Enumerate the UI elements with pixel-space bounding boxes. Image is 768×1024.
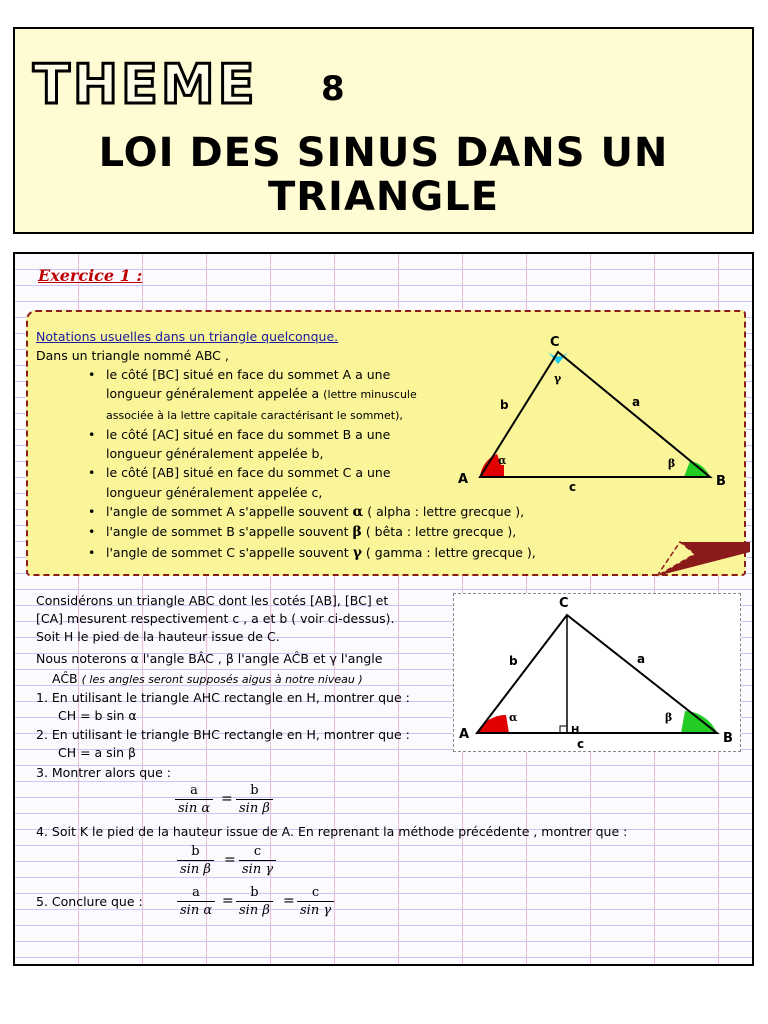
page-title <box>15 131 752 219</box>
side-label-a: a <box>632 395 641 409</box>
question-5: 5. Conclure que : <box>36 894 143 909</box>
paragraph-line: Nous noterons α l'angle BÂC , β l'angle AĈB et γ l'angle <box>36 651 383 666</box>
paragraph-line: Soit H le pied de la hauteur issue de C. <box>36 629 280 644</box>
page-fold-icon <box>655 540 750 580</box>
vertex-label-B: B <box>723 731 733 746</box>
side-label-b: b <box>500 398 509 412</box>
side-label-a: a <box>637 652 646 666</box>
question-1: 1. En utilisant le triangle AHC rectangle en H, montrer que : <box>36 690 410 705</box>
paragraph-line: [CA] mesurent respectivement c , a et b ( voir ci-dessus). <box>36 611 395 626</box>
triangle-figure-height <box>453 593 741 752</box>
question-3: 3. Montrer alors que : <box>36 765 171 780</box>
paragraph-line: AĈB ( les angles seront supposés aigus à notre niveau ) <box>52 671 363 686</box>
fraction: $\frac{b}{\text{sin β}}$ <box>236 884 273 919</box>
angle-label-beta: β <box>668 457 676 470</box>
exercise-title: Exercice 1 : <box>38 266 143 285</box>
list-item: • l'angle de sommet C s'appelle souvent γ ( gamma : lettre grecque ), <box>88 543 536 563</box>
fraction: $\frac{c}{\text{sin γ}}$ <box>297 884 334 919</box>
question-2-equation: CH = a sin β <box>58 745 137 760</box>
list-item: • le côté [BC] situé en face du sommet A a une longueur généralement appelée a (lettre minuscule associée à la lettre capitale caractérisant le sommet), <box>88 365 536 425</box>
notation-intro: Dans un triangle nommé ABC , <box>36 348 229 363</box>
title-line-2: TRIANGLE <box>267 174 500 220</box>
list-item: • l'angle de sommet A s'appelle souvent α ( alpha : lettre grecque ), <box>88 502 536 522</box>
paragraph-line: Considérons un triangle ABC dont les cotés [AB], [BC] et <box>36 593 389 608</box>
angle-label-alpha: α <box>498 454 507 467</box>
triangle-figure-notations <box>444 334 739 496</box>
theme-word: THEME <box>33 53 258 116</box>
angle-label-beta: β <box>665 711 673 724</box>
equals-sign: = <box>224 852 236 868</box>
equals-sign: = <box>222 893 234 909</box>
angle-label-alpha: α <box>509 711 518 724</box>
fraction: $\frac{c}{\text{sin γ}}$ <box>239 843 276 878</box>
vertex-label-A: A <box>459 727 470 742</box>
side-label-b: b <box>509 654 518 668</box>
fraction: $\frac{b}{\text{sin β}}$ <box>236 782 273 817</box>
list-item: • l'angle de sommet B s'appelle souvent β ( bêta : lettre grecque ), <box>88 522 536 542</box>
vertex-label-C: C <box>559 596 569 611</box>
side-label-c: c <box>577 737 585 751</box>
equals-sign: = <box>221 791 233 807</box>
vertex-label-A: A <box>458 472 469 487</box>
angle-label-gamma: γ <box>554 372 562 385</box>
right-angle-mark <box>560 726 567 733</box>
fraction: $\frac{b}{\text{sin β}}$ <box>177 843 214 878</box>
equals-sign: = <box>283 893 295 909</box>
list-item: • le côté [AB] situé en face du sommet C a une longueur généralement appelée c, <box>88 463 536 502</box>
angle-marker-A <box>477 715 509 733</box>
side-label-c: c <box>569 480 577 494</box>
vertex-label-B: B <box>716 474 726 489</box>
notation-heading: Notations usuelles dans un triangle quelconque. <box>36 329 339 344</box>
question-2: 2. En utilisant le triangle BHC rectangle en H, montrer que : <box>36 727 410 742</box>
triangle-outline <box>480 352 710 477</box>
list-item: • le côté [AC] situé en face du sommet B a une longueur généralement appelée b, <box>88 425 536 464</box>
theme-number: 8 <box>321 69 345 109</box>
vertex-label-H: H <box>571 725 580 736</box>
title-banner <box>13 27 754 234</box>
fraction: $\frac{a}{\text{sin α}}$ <box>175 782 213 817</box>
fraction: $\frac{a}{\text{sin α}}$ <box>177 884 215 919</box>
question-4: 4. Soit K le pied de la hauteur issue de A. En reprenant la méthode précédente , montrer que : <box>36 824 628 839</box>
vertex-label-C: C <box>550 335 560 350</box>
title-line-1: LOI DES SINUS DANS UN <box>98 130 669 176</box>
question-1-equation: CH = b sin α <box>58 708 137 723</box>
